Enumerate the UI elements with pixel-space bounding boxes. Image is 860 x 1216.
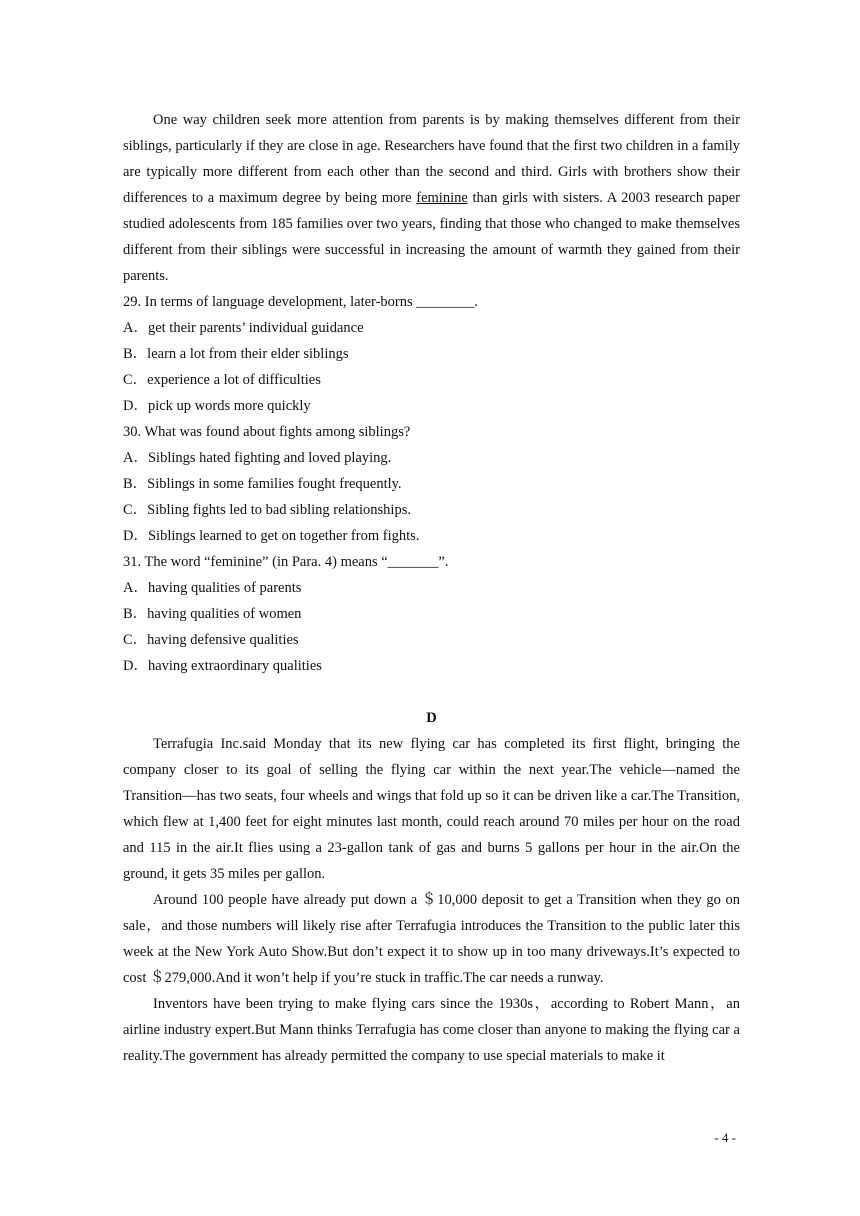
option-c: C．having defensive qualities [123,632,299,648]
question-31 [123,549,740,679]
question-stem: 29. In terms of language development, later-borns ________. [123,294,478,310]
question-29 [123,289,740,419]
question-stem: 30. What was found about fights among siblings? [123,424,411,440]
question-30 [123,419,740,549]
section-d-paragraph-3: Inventors have been trying to make flying cars since the 1930s，according to Robert Mann，an airline industry expert.But Mann thinks Terrafugia has come closer than anyone to making the flying car a reality.The government has already permitted the company to use special materials to make it [123,996,740,1064]
document-page [123,107,740,1069]
option-d: D．pick up words more quickly [123,398,311,414]
section-d-paragraph-1: Terrafugia Inc.said Monday that its new flying car has completed its first flight, bringing the company closer to its goal of selling the flying car within the next year.The vehicle—named the Transition—has two seats, four wheels and wings that fold up so it can be driven like a car.The Transition, which flew at 1,400 feet for eight minutes last month, could reach around 70 miles per hour on the road and 115 in the air.It flies using a 23-gallon tank of gas and burns 5 gallons per hour in the air.On the ground, it gets 35 miles per gallon. [123,736,740,882]
underlined-word: feminine [416,190,468,206]
option-a: A．having qualities of parents [123,580,302,596]
option-b: B．having qualities of women [123,606,302,622]
passage-paragraph [123,107,740,289]
option-a: A．get their parents’ individual guidance [123,320,364,336]
option-d: D．Siblings learned to get on together from fights. [123,528,420,544]
option-c: C．Sibling fights led to bad sibling relationships. [123,502,411,518]
option-b: B．Siblings in some families fought frequently. [123,476,402,492]
option-b: B．learn a lot from their elder siblings [123,346,349,362]
option-a: A．Siblings hated fighting and loved playing. [123,450,392,466]
section-title: D [426,710,437,726]
paragraph-text: than girls with sisters. A 2003 research paper studied adolescents from 185 families over two years, finding that those who changed to make themselves different from their siblings were successful in increasing the amount of warmth they gained from their parents. [123,190,741,284]
paragraph-text: One way children seek more attention from parents is by making themselves different from their siblings, particularly if they are close in age. Researchers have found that the first two children in a family are typically more different from each other than the second and third. Girls with brothers show their differences to a maximum degree by being more [123,112,740,206]
option-c: C．experience a lot of difficulties [123,372,321,388]
question-stem: 31. The word “feminine” (in Para. 4) means “_______”. [123,554,449,570]
option-d: D．having extraordinary qualities [123,658,322,674]
page-number: - 4 - [714,1130,736,1145]
section-d-paragraph-2: Around 100 people have already put down a ＄10,000 deposit to get a Transition when they go on sale，and those numbers will likely rise after Terrafugia introduces the Transition to the public later this week at the New York Auto Show.But don’t expect it to show up in too many driveways.It’s expected to cost ＄279,000.And it won’t help if you’re stuck in traffic.The car needs a runway. [123,892,740,986]
